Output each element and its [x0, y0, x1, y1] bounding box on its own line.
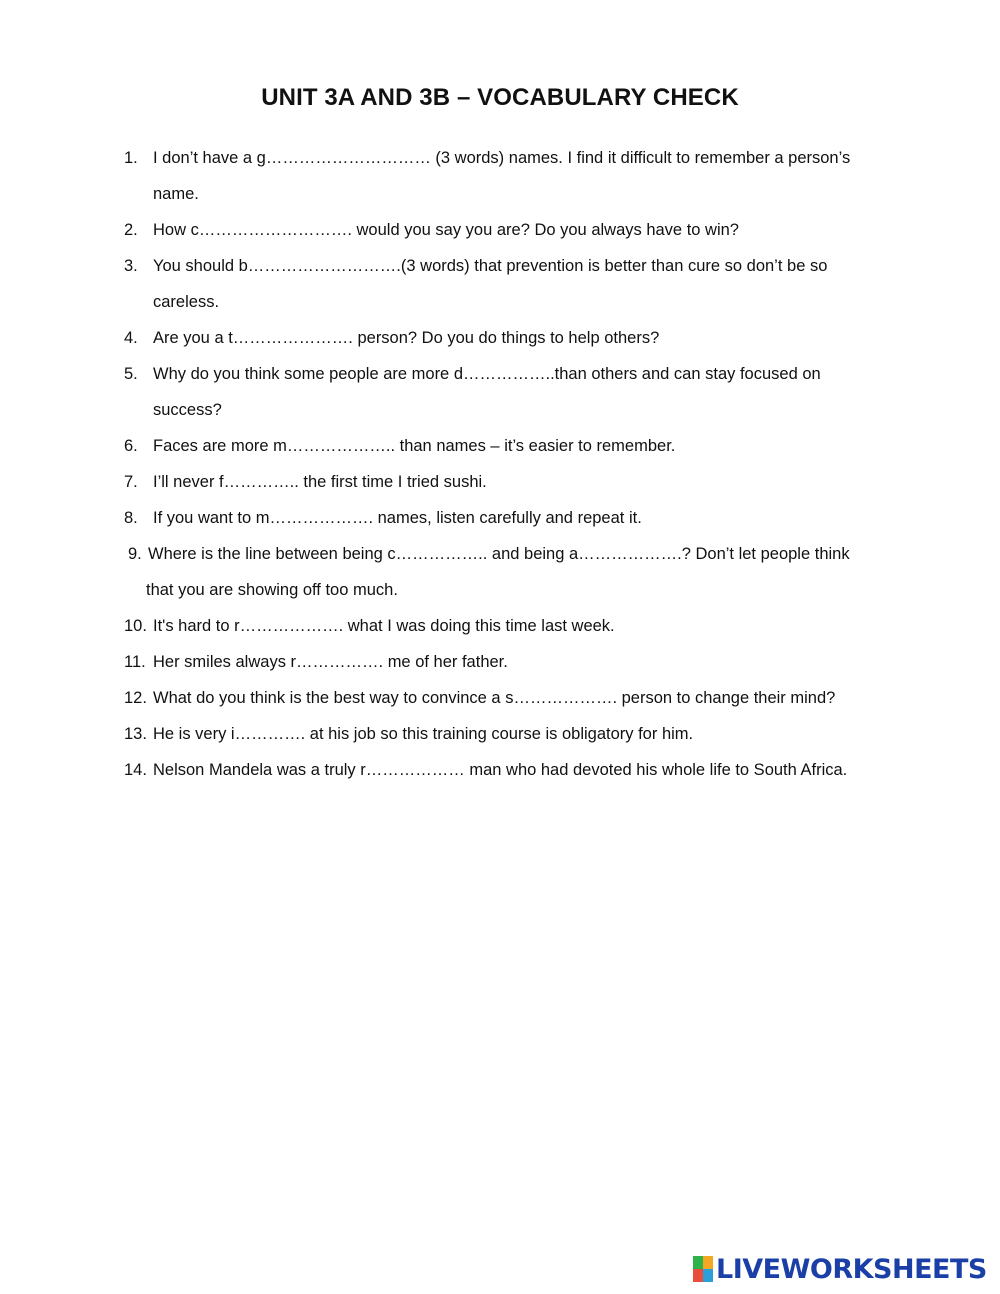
item-number: 8.: [124, 509, 138, 527]
liveworksheets-logo: [693, 1252, 987, 1286]
item-text: Are you a t…………………. person? Do you do things to help others?: [153, 329, 660, 347]
item-number: 3.: [124, 257, 138, 275]
list-item: [0, 716, 1000, 752]
list-item: [0, 500, 1000, 536]
list-item: [0, 644, 1000, 680]
item-number: 12.: [124, 689, 147, 707]
list-item: [0, 464, 1000, 500]
item-text: Where is the line between being c…………….. and being a……………….? Don’t let people think: [148, 545, 850, 563]
item-text: Faces are more m……………….. than names – it’s easier to remember.: [153, 437, 676, 455]
item-number: 5.: [124, 365, 138, 383]
item-text: How c………………………. would you say you are? Do you always have to win?: [153, 221, 739, 239]
list-item: [0, 608, 1000, 644]
list-item: [0, 248, 1000, 320]
list-item: [0, 680, 1000, 716]
list-item: [0, 212, 1000, 248]
item-number: 6.: [124, 437, 138, 455]
item-number: 14.: [124, 761, 147, 779]
list-item: [0, 536, 1000, 608]
item-text: What do you think is the best way to convince a s………………. person to change their mind?: [153, 689, 836, 707]
item-number: 1.: [124, 149, 138, 167]
item-text: Her smiles always r……………. me of her father.: [153, 653, 508, 671]
question-list: [0, 140, 1000, 788]
item-number: 10.: [124, 617, 147, 635]
item-text: Why do you think some people are more d……………..than others and can stay focused on: [153, 365, 821, 383]
list-item: [0, 752, 1000, 788]
page-title: UNIT 3A AND 3B – VOCABULARY CHECK: [261, 84, 739, 111]
liveworksheets-logo-icon: [693, 1256, 713, 1282]
item-text: You should b……………………….(3 words) that prevention is better than cure so don’t be so: [153, 257, 828, 275]
item-number: 4.: [124, 329, 138, 347]
list-item: [0, 356, 1000, 428]
item-text: I don’t have a g………………………… (3 words) names. I find it difficult to remember a person’s: [153, 149, 851, 167]
item-number: 11.: [124, 653, 146, 671]
item-text: I’ll never f………….. the first time I tried sushi.: [153, 473, 487, 491]
item-number: 2.: [124, 221, 138, 239]
item-text-continued: success?: [153, 401, 222, 419]
item-number: 7.: [124, 473, 138, 491]
item-text-continued: name.: [153, 185, 199, 203]
item-text: It's hard to r………………. what I was doing this time last week.: [153, 617, 615, 635]
list-item: [0, 140, 1000, 212]
item-text: Nelson Mandela was a truly r……………… man who had devoted his whole life to South Africa.: [153, 761, 848, 779]
list-item: [0, 320, 1000, 356]
item-text-continued: careless.: [153, 293, 220, 311]
item-number: 13.: [124, 725, 147, 743]
item-text: He is very i…………. at his job so this training course is obligatory for him.: [153, 725, 694, 743]
list-item: [0, 428, 1000, 464]
item-text: If you want to m………………. names, listen carefully and repeat it.: [153, 509, 642, 527]
item-number: 9.: [128, 545, 142, 563]
logo-text: LIVEWORKSHEETS: [716, 1253, 987, 1285]
item-text-continued: that you are showing off too much.: [146, 581, 398, 599]
